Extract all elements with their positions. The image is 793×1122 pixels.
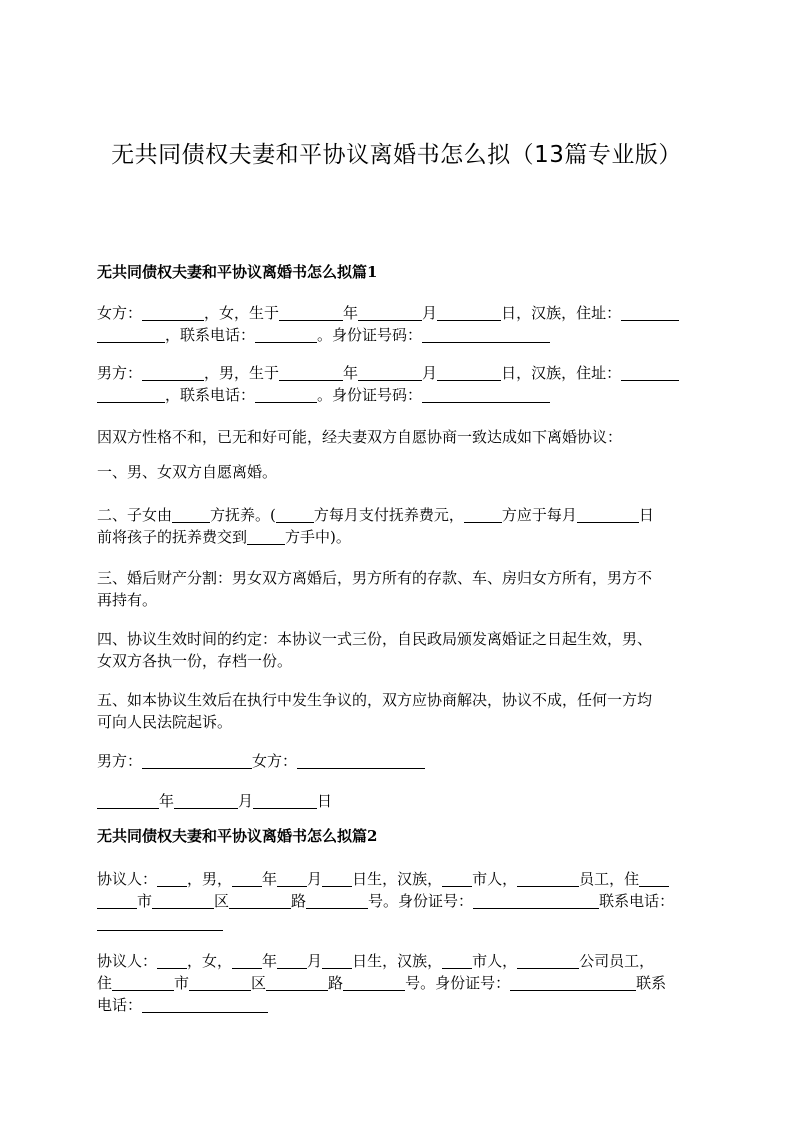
party-1-employer-blank xyxy=(517,870,579,887)
husband-info-line-1: 男方： ，男，生于 年 月 日，汉族，住址： xyxy=(97,362,679,384)
wife-birth-month-blank xyxy=(358,304,422,321)
party-2-phone-blank xyxy=(142,996,268,1013)
party-2-name-blank xyxy=(157,952,187,969)
date-month-blank xyxy=(174,792,238,809)
party-1-day-blank xyxy=(322,870,352,887)
party-1-address-blank-cont xyxy=(97,892,137,909)
party-1-district-blank xyxy=(152,892,214,909)
clause-3-line-2: 再持有。 xyxy=(97,591,158,609)
husband-info-line-2: ，联系电话： 。身份证号码： xyxy=(97,384,550,406)
party-2-id-blank xyxy=(510,974,636,991)
clause-5-line-2: 可向人民法院起诉。 xyxy=(97,713,233,731)
party-2-day-blank xyxy=(322,952,352,969)
payment-day-blank xyxy=(577,506,639,523)
husband-birth-day-blank xyxy=(437,364,501,381)
wife-info-line-1: 女方： ，女，生于 年 月 日，汉族，住址： xyxy=(97,302,679,324)
wife-birth-day-blank xyxy=(437,304,501,321)
payment-party-blank xyxy=(464,506,502,523)
clause-3-line-1: 三、婚后财产分割：男女双方离婚后，男方所有的存款、车、房归女方所有，男方不 xyxy=(97,569,653,587)
party-1-line-2: 市 区 路 号。身份证号： 联系电话： xyxy=(97,890,674,912)
party-2-line-2: 住 市 区 路 号。身份证号： 联系 xyxy=(97,974,667,992)
party-2-line-3: 电话： xyxy=(97,994,268,1016)
party-1-road-blank xyxy=(229,892,291,909)
clause-2-line-2: 前将孩子的抚养费交到 方手中)。 xyxy=(97,528,351,546)
party-1-name-blank xyxy=(157,870,187,887)
party-2-number-blank xyxy=(343,974,405,991)
clause-4-line-2: 女双方各执一份，存档一份。 xyxy=(97,652,293,670)
party-2-road-blank xyxy=(266,974,328,991)
clause-5-line-1: 五、如本协议生效后在执行中发生争议的，双方应协商解决，协议不成，任何一方均 xyxy=(97,691,653,709)
party-1-id-blank xyxy=(473,892,599,909)
section-1-heading: 无共同债权夫妻和平协议离婚书怎么拟篇1 xyxy=(97,263,378,281)
clause-4-line-1: 四、协议生效时间的约定：本协议一式三份，自民政局颁发离婚证之日起生效，男、 xyxy=(97,630,653,648)
party-1-line-1: 协议人： ，男， 年 月 日生，汉族， 市人， 员工，住 xyxy=(97,868,669,890)
party-1-address-blank xyxy=(639,870,669,887)
party-1-line-3 xyxy=(97,912,223,934)
husband-address-blank-cont xyxy=(97,386,165,403)
signature-line: 男方： 女方： xyxy=(97,750,425,772)
party-2-city-blank xyxy=(442,952,472,969)
party-2-line-1: 协议人： ，女， 年 月 日生，汉族， 市人， 公司员工， xyxy=(97,952,655,970)
wife-phone-blank xyxy=(255,326,317,343)
party-1-number-blank xyxy=(306,892,368,909)
wife-address-blank-cont xyxy=(97,326,165,343)
date-line: 年 月 日 xyxy=(97,790,332,812)
custody-party-blank xyxy=(172,506,210,523)
date-day-blank xyxy=(253,792,317,809)
date-year-blank xyxy=(97,792,159,809)
male-signature-blank xyxy=(142,752,252,769)
section-2-heading: 无共同债权夫妻和平协议离婚书怎么拟篇2 xyxy=(97,827,378,845)
party-1-city-blank xyxy=(442,870,472,887)
wife-address-blank xyxy=(621,304,679,321)
husband-address-blank xyxy=(621,364,679,381)
husband-birth-year-blank xyxy=(279,364,343,381)
wife-info-line-2: ，联系电话： 。身份证号码： xyxy=(97,324,550,346)
husband-phone-blank xyxy=(255,386,317,403)
husband-id-blank xyxy=(422,386,550,403)
husband-birth-month-blank xyxy=(358,364,422,381)
party-2-address-blank xyxy=(112,974,174,991)
wife-name-blank xyxy=(142,304,204,321)
recipient-party-blank xyxy=(247,528,285,545)
female-signature-blank xyxy=(297,752,425,769)
party-2-company-blank xyxy=(517,952,579,969)
party-2-district-blank xyxy=(189,974,251,991)
party-1-month-blank xyxy=(277,870,307,887)
party-2-year-blank xyxy=(232,952,262,969)
clause-1: 一、男、女双方自愿离婚。 xyxy=(97,463,278,481)
party-1-phone-blank xyxy=(97,914,223,931)
wife-birth-year-blank xyxy=(279,304,343,321)
party-1-year-blank xyxy=(232,870,262,887)
party-2-month-blank xyxy=(277,952,307,969)
clause-2-line-1: 二、子女由 方抚养。( 方每月支付抚养费元， 方应于每月 日 xyxy=(97,506,654,524)
wife-id-blank xyxy=(422,326,550,343)
support-payer-blank xyxy=(276,506,314,523)
intro-paragraph: 因双方性格不和，已无和好可能，经夫妻双方自愿协商一致达成如下离婚协议： xyxy=(97,428,623,446)
document-title: 无共同债权夫妻和平协议离婚书怎么拟（13篇专业版） xyxy=(111,142,682,168)
husband-name-blank xyxy=(142,364,204,381)
